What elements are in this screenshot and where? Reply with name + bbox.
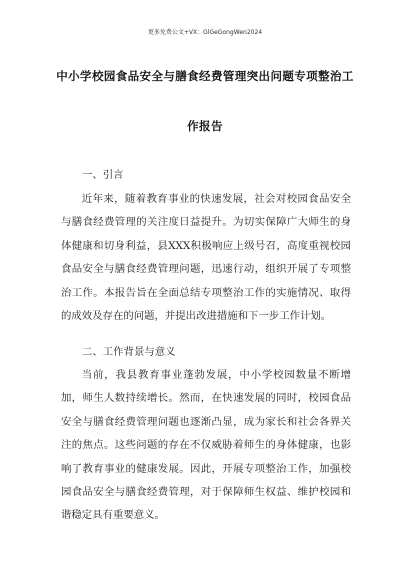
paragraph: 近年来，随着教育事业的快速发展，社会对校园食品安全与膳食经费管理的关注度日益提升。为切实保障广大师生的身体健康和切身利益，县XXX积极响应上级号召，高度重视校园食品安全与膳食经费管理问题，迅速行动，组织开展了专项整治工作。本报告旨在全面总结专项整治工作的实施情况、取得的成效及存在的问题，并提出改进措施和下一步工作计划。	[61, 193, 351, 323]
section-body-introduction	[61, 188, 351, 328]
section-heading-introduction: 一、引言	[82, 169, 124, 181]
section-heading-background: 二、工作背景与意义	[82, 346, 176, 358]
section-body-background	[61, 364, 351, 528]
document-title-line-2: 作报告	[187, 119, 223, 133]
header-note: 更多免费公文+VX：GlGeGongWen2024	[147, 29, 263, 36]
paragraph: 当前，我县教育事业蓬勃发展，中小学校园数量不断增加，师生人数持续增长。然而，在快速发展的同时，校园食品安全与膳食经费管理问题也逐渐凸显，成为家长和社会各界关注的焦点。这些问题的存在不仅威胁着师生的身体健康，也影响了教育事业的健康发展。因此，开展专项整治工作，加强校园食品安全与膳食经费管理，对于保障师生权益、维护校园和谐稳定具有重要意义。	[61, 369, 351, 522]
document-title-line-1: 中小学校园食品安全与膳食经费管理突出问题专项整治工	[56, 69, 354, 83]
